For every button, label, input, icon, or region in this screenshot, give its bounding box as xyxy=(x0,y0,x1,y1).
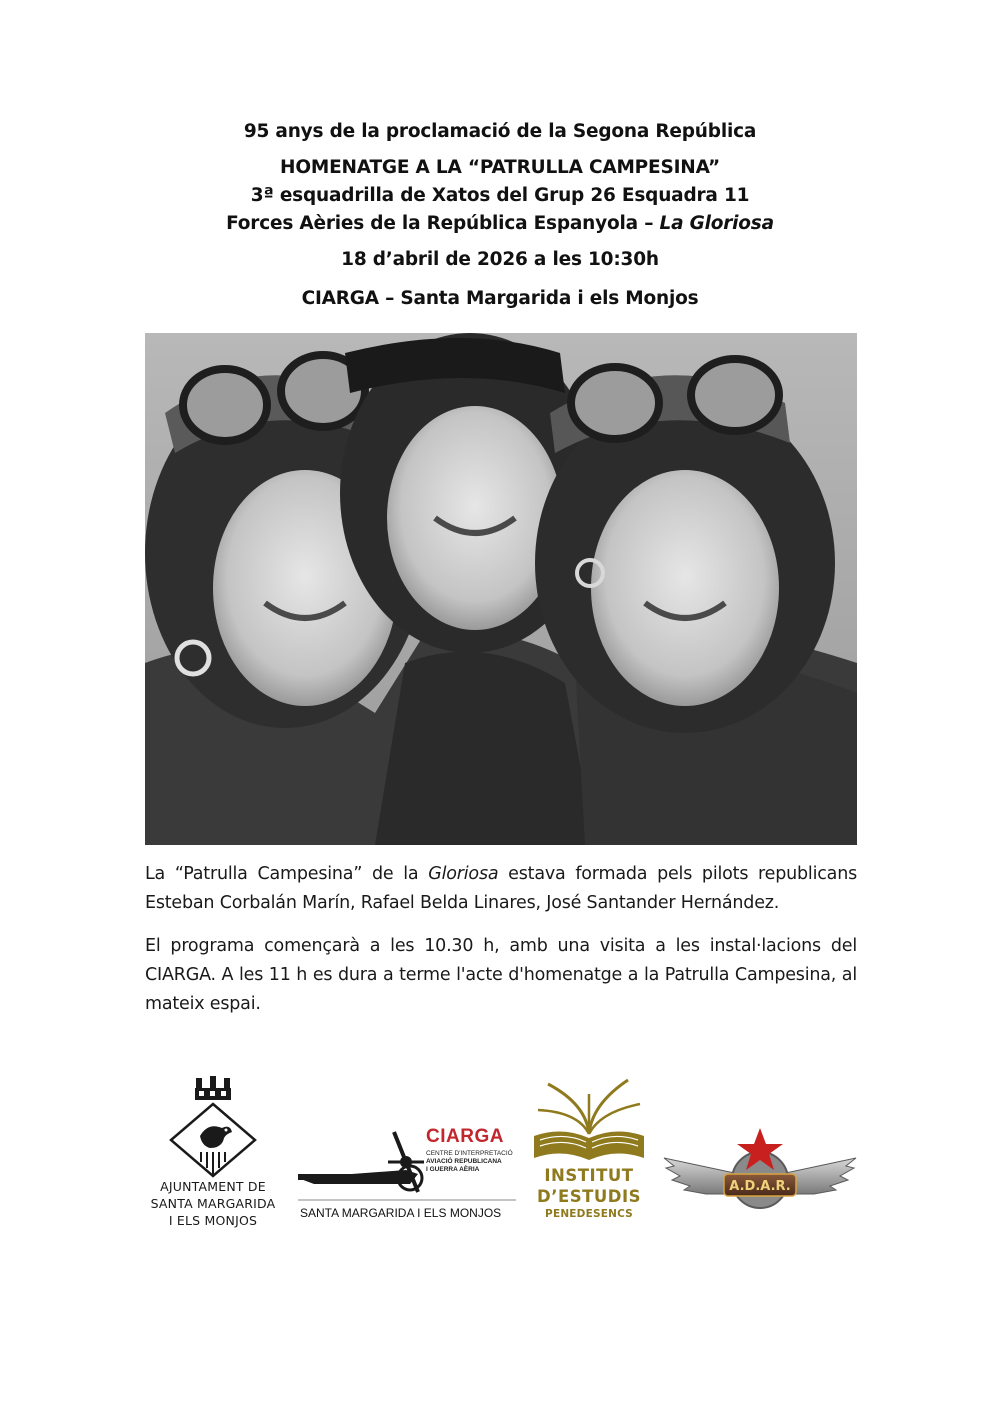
ciarga-sub-1: CENTRE D'INTERPRETACIÓ xyxy=(426,1150,513,1157)
squadron-line: 3ª esquadrilla de Xatos del Grup 26 Esquadra 11 xyxy=(250,185,750,206)
historical-photo-three-pilots-icon xyxy=(145,333,857,845)
adar-name: A.D.A.R. xyxy=(729,1179,791,1194)
ciarga-name: CIARGA xyxy=(426,1126,504,1147)
event-place: CIARGA – Santa Margarida i els Monjos xyxy=(301,288,699,309)
ciarga-place: SANTA MARGARIDA I ELS MONJOS xyxy=(300,1206,502,1220)
anniversary-line: 95 anys de la proclamació de la Segona República xyxy=(243,121,757,142)
pilots-photo xyxy=(145,333,857,845)
iep-line-3: PENEDESENCS xyxy=(545,1208,633,1220)
ajuntament-line-1: AJUNTAMENT DE xyxy=(160,1179,266,1194)
event-title: HOMENATGE A LA “PATRULLA CAMPESINA” xyxy=(280,157,720,178)
pilots-paragraph-rest: estava formada pels pilots republicans Esteban Corbalán Marín, Rafael Belda Linares, José Santander Hernández. xyxy=(145,864,857,913)
program-paragraph: El programa començarà a les 10.30 h, amb una visita a les instal·lacions del CIARGA. A les 11 h es dura a terme l'acte d'homenatge a la Patrulla Campesina, al mateix espai. xyxy=(145,936,857,1014)
event-date: 18 d’abril de 2026 a les 10:30h xyxy=(341,249,659,270)
gloriosa-italic-inline: Gloriosa xyxy=(428,864,499,884)
ajuntament-logo xyxy=(138,1074,288,1234)
event-header xyxy=(0,118,1000,313)
adar-logo xyxy=(660,1126,860,1226)
ajuntament-line-2: SANTA MARGARIDA xyxy=(150,1196,276,1211)
air-force-line xyxy=(0,210,1000,238)
pilots-paragraph xyxy=(145,860,857,918)
ciarga-logo xyxy=(294,1122,520,1222)
body-text xyxy=(145,860,857,1033)
gloriosa-italic: La Gloriosa xyxy=(659,213,774,234)
ciarga-sub-2: AVIACIÓ REPUBLICANA xyxy=(426,1158,502,1165)
winged-star-emblem-icon xyxy=(660,1126,860,1226)
air-force-name: Forces Aèries de la República Espanyola – xyxy=(226,213,660,234)
municipal-coat-of-arms-icon xyxy=(138,1074,288,1178)
ciarga-sub-3: I GUERRA AÈRIA xyxy=(426,1166,480,1173)
open-book-tree-icon xyxy=(528,1074,650,1166)
iep-line-2: D’ESTUDIS xyxy=(537,1187,641,1206)
pilots-paragraph-start: La “Patrulla Campesina” de la xyxy=(145,864,429,884)
iep-logo xyxy=(528,1074,650,1224)
iep-line-1: INSTITUT xyxy=(544,1166,634,1185)
ajuntament-line-3: I ELS MONJOS xyxy=(168,1213,258,1228)
sponsor-logos xyxy=(0,1068,1000,1238)
